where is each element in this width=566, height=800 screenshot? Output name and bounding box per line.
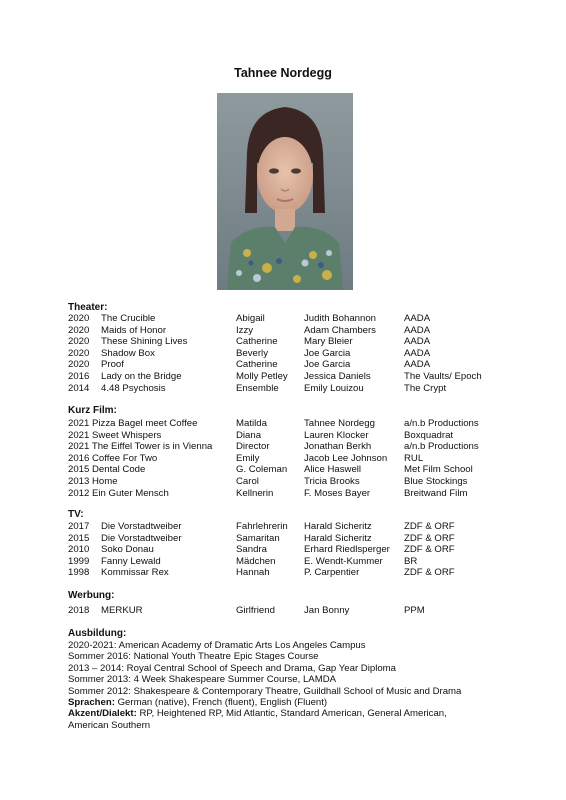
theater-row-cell: 2020	[68, 336, 90, 348]
werbung-row-cell: Jan Bonny	[304, 605, 350, 616]
theater-row-cell: Catherine	[236, 359, 278, 371]
tv-row-cell: ZDF & ORF	[404, 521, 455, 532]
werbung-row-cell: PPM	[404, 605, 425, 616]
theater-row-cell: Molly Petley	[236, 371, 288, 382]
ausbildung-line: Sommer 2013: 4 Week Shakespeare Summer Course, LAMDA	[68, 674, 337, 686]
theater-row-cell: AADA	[404, 359, 431, 371]
theater-row-cell: AADA	[404, 347, 431, 359]
kurzfilm-row-cell: 2016 Coffee For Two	[68, 452, 158, 464]
theater-row-cell: 4.48 Psychosis	[101, 382, 166, 394]
tv-row-cell: Kommissar Rex	[101, 567, 169, 579]
ausbildung-line: 2020-2021: American Academy of Dramatic Arts Los Angeles Campus	[68, 640, 366, 651]
kurzfilm-row-cell: Alice Haswell	[304, 464, 362, 476]
kurzfilm-row-cell: Matilda	[236, 418, 267, 429]
theater-row-cell: Joe Garcia	[304, 359, 351, 371]
ausbildung-heading: Ausbildung:	[68, 628, 127, 639]
kurzfilm-heading: Kurz Film:	[68, 405, 117, 416]
tv-row-cell: Fanny Lewald	[101, 555, 161, 567]
ausbildung-line: Sommer 2016: National Youth Theatre Epic Stages Course	[68, 651, 319, 663]
akzent-value: RP, Heightened RP, Mid Atlantic, Standard American, General American, American Southern	[68, 708, 447, 731]
theater-row-cell: The Crypt	[404, 382, 447, 394]
tv-row-cell: 1999	[68, 555, 90, 567]
tv-row-cell: Sandra	[236, 544, 267, 556]
kurzfilm-row-cell: Blue Stockings	[404, 476, 468, 487]
werbung-row-cell: MERKUR	[101, 605, 143, 616]
kurzfilm-row-cell: 2013 Home	[68, 476, 118, 487]
kurzfilm-row-cell: 2012 Ein Guter Mensch	[68, 487, 169, 499]
theater-row-cell: Adam Chambers	[304, 324, 376, 336]
kurzfilm-row-cell: 2021 Sweet Whispers	[68, 429, 162, 441]
theater-row-cell: Izzy	[236, 324, 254, 336]
tv-row-cell: Samaritan	[236, 532, 280, 544]
kurzfilm-row-cell: 2021 The Eiffel Tower is in Vienna	[68, 441, 213, 453]
theater-row-cell: 2016	[68, 371, 90, 382]
tv-row-cell: E. Wendt-Kummer	[304, 555, 383, 567]
theater-row-cell: 2020	[68, 313, 90, 324]
theater-row-cell: 2020	[68, 359, 90, 371]
kurzfilm-row-cell: Tricia Brooks	[304, 476, 360, 487]
portrait-icon	[217, 93, 353, 290]
kurzfilm-row-cell: 2015 Dental Code	[68, 464, 146, 476]
kurzfilm-row-cell: a/n.b Productions	[404, 418, 479, 429]
kurzfilm-row-cell: Jacob Lee Johnson	[304, 452, 388, 464]
tv-row-cell: BR	[404, 555, 418, 567]
werbung-heading: Werbung:	[68, 590, 115, 601]
sprachen-value: German (native), French (fluent), English (Fluent)	[114, 697, 328, 709]
tv-row-cell: Soko Donau	[101, 544, 154, 556]
theater-row-cell: Lady on the Bridge	[101, 371, 182, 382]
tv-row-cell: Harald Sicheritz	[304, 532, 372, 544]
theater-row-cell: 2020	[68, 324, 90, 336]
theater-row-cell: AADA	[404, 324, 431, 336]
tv-row-cell: ZDF & ORF	[404, 567, 455, 579]
tv-row-cell: Die Vorstadtweiber	[101, 521, 182, 532]
theater-row-cell: Shadow Box	[101, 347, 155, 359]
tv-row-cell: Hannah	[236, 567, 270, 579]
kurzfilm-row-cell: 2021 Pizza Bagel meet Coffee	[68, 418, 198, 429]
theater-row-cell: 2014	[68, 382, 90, 394]
kurzfilm-row-cell: Diana	[236, 429, 262, 441]
tv-row-cell: 2017	[68, 521, 90, 532]
theater-row-cell: AADA	[404, 336, 431, 348]
akzent-line	[68, 708, 488, 731]
theater-row-cell: The Vaults/ Epoch	[404, 371, 482, 382]
theater-row-cell: Ensemble	[236, 382, 279, 394]
tv-row-cell: Mädchen	[236, 555, 276, 567]
theater-row-cell: Proof	[101, 359, 124, 371]
theater-row-cell: Maids of Honor	[101, 324, 167, 336]
werbung-row-cell: Girlfriend	[236, 605, 275, 616]
theater-heading: Theater:	[68, 302, 108, 313]
theater-row-cell: Beverly	[236, 347, 268, 359]
kurzfilm-row-cell: a/n.b Productions	[404, 441, 479, 453]
tv-row-cell: P. Carpentier	[304, 567, 360, 579]
kurzfilm-row-cell: Boxquadrat	[404, 429, 454, 441]
actor-name: Tahnee Nordegg	[234, 66, 332, 80]
kurzfilm-row-cell: Met Film School	[404, 464, 473, 476]
kurzfilm-row-cell: Breitwand Film	[404, 487, 468, 499]
kurzfilm-row-cell: Jonathan Berkh	[304, 441, 372, 453]
theater-row-cell: Catherine	[236, 336, 278, 348]
sprachen-line	[68, 697, 488, 708]
theater-row-cell: Joe Garcia	[304, 347, 351, 359]
akzent-label: Akzent/Dialekt:	[68, 708, 137, 720]
kurzfilm-row-cell: F. Moses Bayer	[304, 487, 371, 499]
theater-row-cell: AADA	[404, 313, 431, 324]
kurzfilm-row-cell: Director	[236, 441, 270, 453]
theater-row-cell: Abigail	[236, 313, 265, 324]
kurzfilm-row-cell: G. Coleman	[236, 464, 288, 476]
kurzfilm-row-cell: Lauren Klocker	[304, 429, 369, 441]
tv-row-cell: 2010	[68, 544, 90, 556]
tv-row-cell: 1998	[68, 567, 90, 579]
werbung-row-cell: 2018	[68, 605, 90, 616]
theater-row-cell: These Shining Lives	[101, 336, 188, 348]
tv-row-cell: Fahrlehrerin	[236, 521, 288, 532]
ausbildung-list	[68, 640, 488, 731]
ausbildung-line: 2013 – 2014: Royal Central School of Speech and Drama, Gap Year Diploma	[68, 662, 396, 674]
theater-row-cell: 2020	[68, 347, 90, 359]
kurzfilm-row-cell: Carol	[236, 476, 259, 487]
tv-row-cell: 2015	[68, 532, 90, 544]
tv-row-cell: Harald Sicheritz	[304, 521, 372, 532]
ausbildung-line: Sommer 2012: Shakespeare & Contemporary Theatre, Guildhall School of Music and Drama	[68, 685, 462, 697]
theater-row-cell: Emily Louizou	[304, 382, 364, 394]
tv-row-cell: ZDF & ORF	[404, 532, 455, 544]
sprachen-label: Sprachen:	[68, 697, 115, 709]
tv-row-cell: Die Vorstadtweiber	[101, 532, 182, 544]
theater-row-cell: Mary Bleier	[304, 336, 353, 348]
theater-row-cell: The Crucible	[101, 313, 156, 324]
kurzfilm-row-cell: Tahnee Nordegg	[304, 418, 375, 429]
kurzfilm-row-cell: Emily	[236, 452, 260, 464]
tv-row-cell: Erhard Riedlsperger	[304, 544, 390, 556]
kurzfilm-row-cell: Kellnerin	[236, 487, 274, 499]
portrait-photo	[217, 93, 353, 290]
theater-row-cell: Jessica Daniels	[304, 371, 371, 382]
kurzfilm-row-cell: RUL	[404, 452, 424, 464]
theater-row-cell: Judith Bohannon	[304, 313, 377, 324]
tv-row-cell: ZDF & ORF	[404, 544, 455, 556]
tv-heading: TV:	[68, 509, 84, 520]
